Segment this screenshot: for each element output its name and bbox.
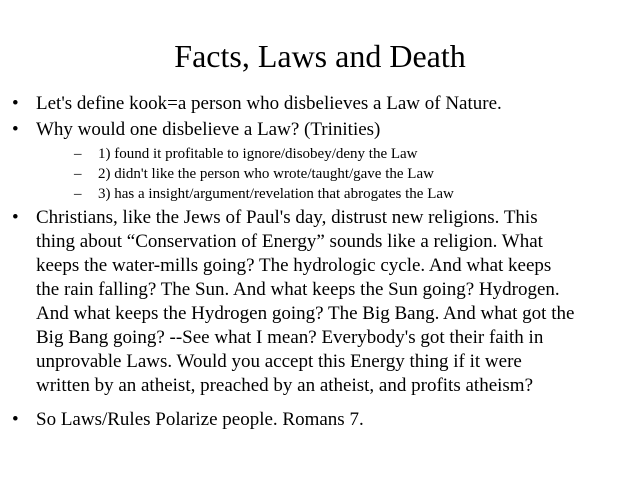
- paragraph-line: Big Bang going? --See what I mean? Everybody's got their faith in: [36, 327, 544, 348]
- bullet-dot-icon: •: [12, 119, 19, 140]
- paragraph-line: And what keeps the Hydrogen going? The Big Bang. And what got the: [36, 303, 575, 324]
- dash-icon: –: [74, 166, 82, 182]
- bullet-dot-icon: •: [12, 93, 19, 114]
- paragraph-line: unprovable Laws. Would you accept this Energy thing if it were: [36, 351, 522, 372]
- bullet-item-polarize: [0, 408, 640, 432]
- paragraph-line: thing about “Conservation of Energy” sounds like a religion. What: [36, 231, 543, 252]
- sub-bullet-text: 3) has a insight/argument/revelation that abrogates the Law: [98, 186, 454, 202]
- sub-bullet-item: [36, 185, 634, 204]
- paragraph-line: keeps the water-mills going? The hydrologic cycle. And what keeps: [36, 255, 552, 276]
- sub-bullet-list: [36, 145, 634, 204]
- bullet-text: So Laws/Rules Polarize people. Romans 7.: [36, 409, 364, 430]
- dash-icon: –: [74, 146, 82, 162]
- bullet-dot-icon: •: [12, 207, 19, 228]
- bullet-text: Why would one disbelieve a Law? (Trinities): [36, 119, 381, 140]
- bullet-list: [0, 92, 640, 434]
- slide-title: Facts, Laws and Death: [174, 38, 466, 74]
- bullet-item-christians-paragraph: [0, 206, 640, 398]
- sub-bullet-item: [36, 145, 634, 164]
- bullet-item-why-disbelieve: [0, 118, 640, 204]
- sub-bullet-text: 1) found it profitable to ignore/disobey/deny the Law: [98, 146, 418, 162]
- paragraph-line: written by an atheist, preached by an atheist, and profits atheism?: [36, 375, 534, 396]
- paragraph-line: Christians, like the Jews of Paul's day, distrust new religions. This: [36, 207, 538, 228]
- bullet-dot-icon: •: [12, 409, 19, 430]
- dash-icon: –: [74, 186, 82, 202]
- paragraph-line: the rain falling? The Sun. And what keeps the Sun going? Hydrogen.: [36, 279, 560, 300]
- bullet-text: Let's define kook=a person who disbelieves a Law of Nature.: [36, 93, 502, 114]
- bullet-item-kook-definition: [0, 92, 640, 116]
- sub-bullet-text: 2) didn't like the person who wrote/taught/gave the Law: [98, 166, 434, 182]
- sub-bullet-item: [36, 165, 634, 184]
